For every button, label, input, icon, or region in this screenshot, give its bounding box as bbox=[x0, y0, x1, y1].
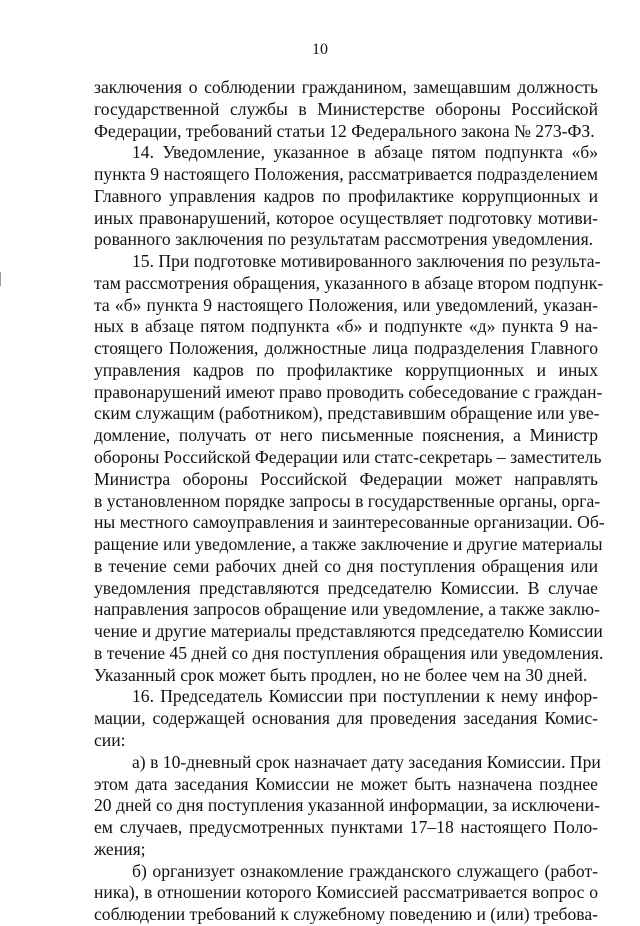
text-line: ника), в отношении которого Комиссией рассматривается вопрос о bbox=[94, 882, 598, 903]
text-line: там рассмотрения обращения, указанного в абзаце втором подпунк- bbox=[94, 272, 604, 293]
page-number: 10 bbox=[312, 41, 328, 58]
text-line: ных в абзаце пятом подпункта «б» и подпункте «д» пункта 9 на- bbox=[94, 316, 598, 337]
text-line: стоящего Положения, должностные лица подразделения Главного bbox=[94, 338, 598, 359]
text-line: государственной службы в Министерстве обороны Российской bbox=[94, 98, 598, 119]
text-line: та «б» пункта 9 настоящего Положения, или уведомлений, указан- bbox=[94, 294, 598, 315]
text-line: пункта 9 настоящего Положения, рассматривается подразделением bbox=[94, 164, 598, 185]
text-line: правонарушений имеют право проводить собеседование с граждан- bbox=[94, 381, 603, 402]
text-line: управления кадров по профилактике коррупционных и иных bbox=[94, 359, 598, 380]
text-line: Министра обороны Российской Федерации может направлять bbox=[94, 468, 598, 489]
text-line: рованного заключения по результатам рассмотрения уведомления. bbox=[94, 229, 594, 250]
text-line: 15. При подготовке мотивированного заключения по результа- bbox=[132, 251, 601, 272]
text-line: ем случаев, предусмотренных пунктами 17–18 настоящего Поло- bbox=[94, 817, 598, 838]
text-line: 20 дней со дня поступления указанной информации, за исключени- bbox=[94, 795, 600, 816]
text-line: жения; bbox=[94, 838, 146, 859]
text-line: Федерации, требований статьи 12 Федерального закона № 273-ФЗ. bbox=[94, 120, 595, 141]
text-line: иных правонарушений, которое осуществляет подготовку мотиви- bbox=[94, 207, 598, 228]
text-line: чение и другие материалы представляются председателю Комиссии bbox=[94, 621, 603, 642]
text-line: домление, получать от него письменные пояснения, а Министр bbox=[94, 425, 598, 446]
text-line: соблюдении требований к служебному поведению и (или) требова- bbox=[94, 904, 598, 925]
text-line: сии: bbox=[94, 729, 126, 750]
text-line: уведомления представляются председателю Комиссии. В случае bbox=[94, 577, 598, 598]
text-line: в течение семи рабочих дней со дня поступления обращения или bbox=[94, 555, 598, 576]
document-body bbox=[94, 77, 605, 926]
text-line: обороны Российской Федерации или статс-секретарь – заместитель bbox=[94, 447, 602, 468]
text-line: направления запросов обращение или уведомление, а также заклю- bbox=[94, 599, 600, 620]
text-line: в установленном порядке запросы в государственные органы, орга- bbox=[94, 490, 601, 511]
text-line: Главного управления кадров по профилактике коррупционных и bbox=[94, 185, 598, 206]
text-line: в течение 45 дней со дня поступления обращения или уведомления. bbox=[94, 642, 604, 663]
text-line: 16. Председатель Комиссии при поступлении к нему инфор- bbox=[132, 686, 598, 707]
text-line: этом дата заседания Комиссии не может быть назначена позднее bbox=[94, 773, 598, 794]
text-line: ны местного самоуправления и заинтересованные организации. Об- bbox=[94, 512, 605, 533]
text-line: ращение или уведомление, а также заключение и другие материалы bbox=[94, 534, 603, 555]
scan-edge-mark bbox=[0, 272, 1, 286]
text-line: 14. Уведомление, указанное в абзаце пятом подпункта «б» bbox=[132, 142, 598, 163]
text-line: а) в 10-дневный срок назначает дату заседания Комиссии. При bbox=[132, 751, 601, 772]
text-line: Указанный срок может быть продлен, но не более чем на 30 дней. bbox=[94, 664, 588, 685]
text-line: мации, содержащей основания для проведения заседания Комис- bbox=[94, 708, 598, 729]
text-line: ским служащим (работником), представившим обращение или уве- bbox=[94, 403, 600, 424]
text-line: заключения о соблюдении гражданином, замещавшим должность bbox=[94, 77, 598, 97]
text-line: б) организует ознакомление гражданского служащего (работ- bbox=[132, 860, 598, 881]
